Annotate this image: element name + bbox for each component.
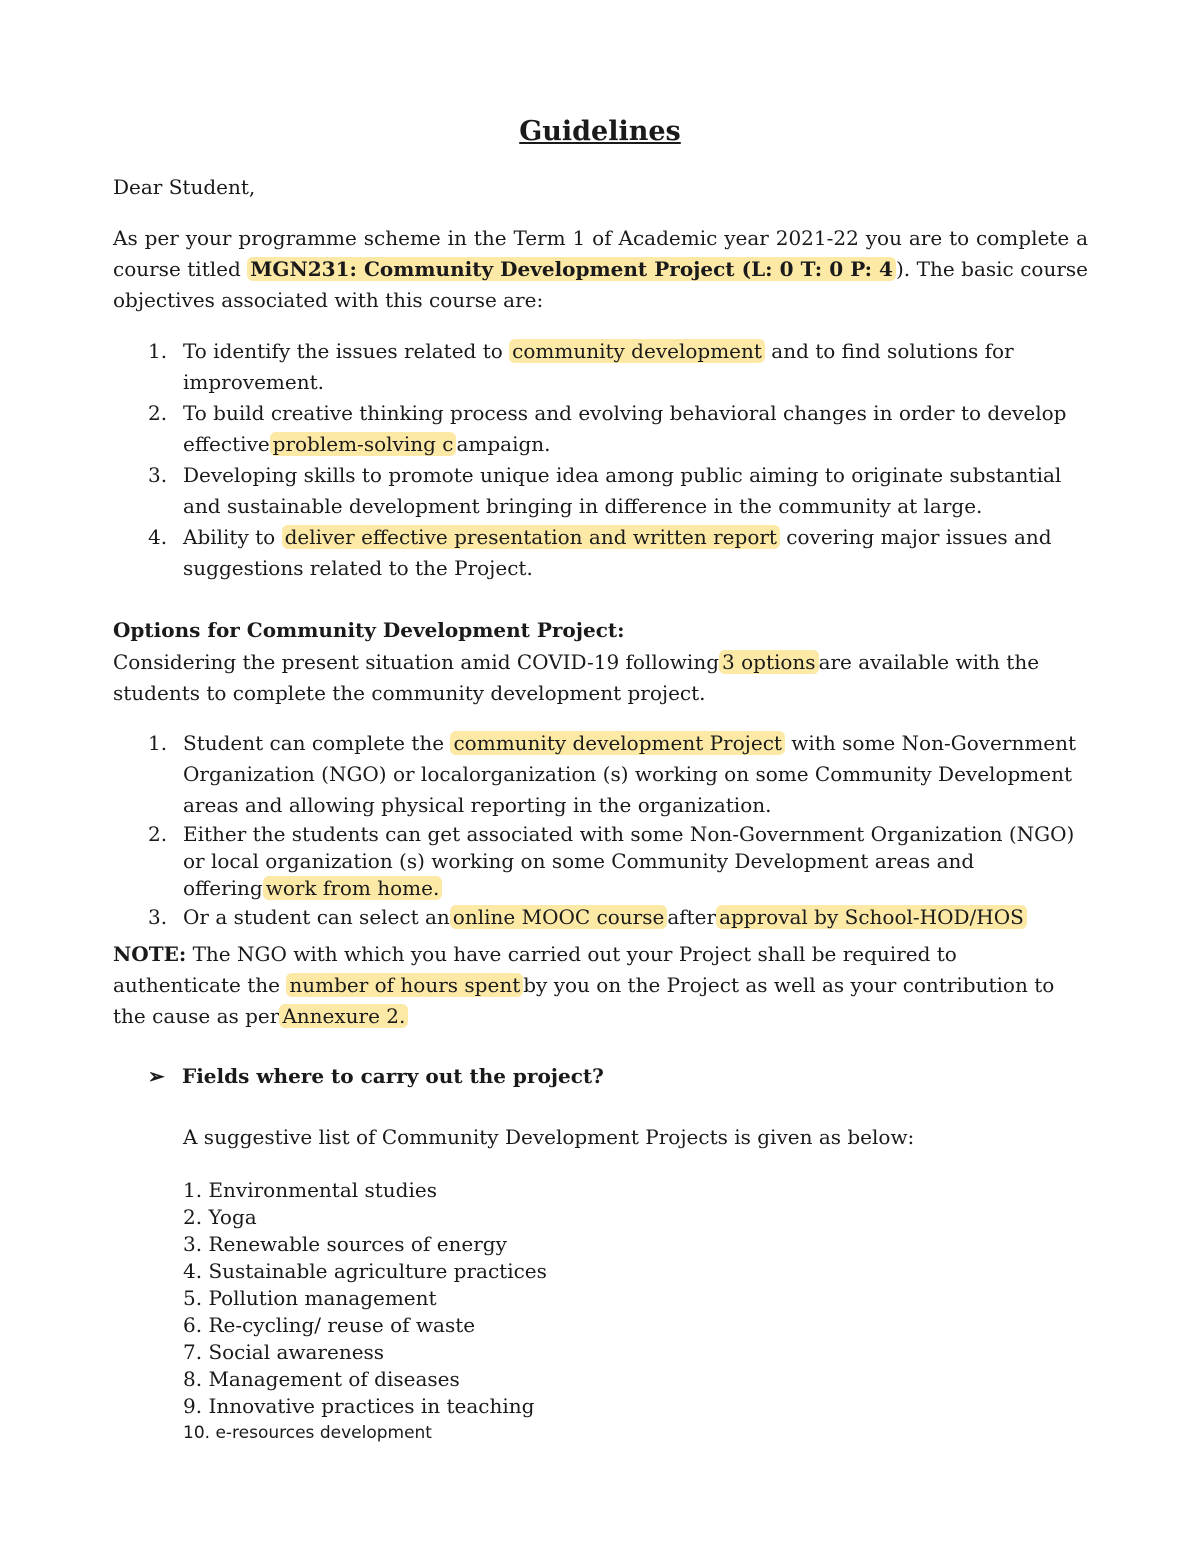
options-list: [113, 728, 1098, 933]
note-paragraph: NOTE: The NGO with which you have carried out your Project shall be required to authenticate the number of hours spent by you on the Project as well as your contribution to the cause as per Annexure 2.: [113, 942, 1055, 1028]
options-heading: Options for Community Development Project:: [113, 618, 625, 642]
list-item: 7. Social awareness: [183, 1340, 385, 1364]
arrow-bullet-icon: ➢: [148, 1064, 165, 1088]
highlight: number of hours spent: [286, 973, 523, 997]
fields-heading: ➢ Fields where to carry out the project?: [148, 1064, 604, 1088]
list-item: 10. e-resources development: [183, 1423, 432, 1443]
list-item: 2. Yoga: [183, 1205, 257, 1229]
highlight: work from home.: [263, 876, 443, 900]
list-item: 9. Innovative practices in teaching: [183, 1394, 535, 1418]
highlight: 3 options: [719, 650, 819, 674]
highlight: deliver effective presentation and written report: [282, 525, 780, 549]
page-title: Guidelines: [519, 116, 681, 147]
list-item: 2. Either the students can get associated with some Non-Government Organization (NGO) or local organization (s) working on some Community Development areas and offering work from home.: [148, 822, 1075, 900]
intro-close-paren: ): [895, 257, 904, 281]
options-intro: Considering the present situation amid COVID-19 following 3 options are available with the students to complete the community development project.: [113, 650, 1040, 705]
list-item: 6. Re-cycling/ reuse of waste: [183, 1313, 476, 1337]
intro-text-2: . The basic course objectives associated with this course are:: [113, 257, 1088, 312]
note-label: NOTE:: [113, 942, 187, 966]
fields-list: [183, 1177, 547, 1447]
list-item: 3. Developing skills to promote unique idea among public aiming to originate substantial and sustainable development bringing in difference in the community at large.: [148, 463, 1062, 518]
highlight: community development: [509, 339, 765, 363]
highlight: community development Project: [450, 731, 784, 755]
list-item: 2. To build creative thinking process and evolving behavioral changes in order to develop effective problem-solving c ampaign.: [148, 401, 1067, 456]
highlight: problem-solving c: [270, 432, 457, 456]
highlight: online MOOC course: [450, 905, 668, 929]
fields-intro: A suggestive list of Community Development Projects is given as below:: [183, 1125, 915, 1149]
highlight: approval by School-HOD/HOS: [716, 905, 1027, 929]
highlight: Annexure 2.: [279, 1004, 408, 1028]
list-item: 3. Or a student can select an online MOOC course after approval by School-HOD/HOS: [113, 902, 1098, 933]
intro-text-1: As per your programme scheme in the Term 1 of Academic year 2021-22 you are to complete a course titled: [113, 226, 1088, 281]
list-item: 5. Pollution management: [183, 1286, 437, 1310]
salutation: Dear Student,: [113, 175, 256, 199]
objectives-list: [113, 336, 1098, 584]
list-item: 1. To identify the issues related to community development and to find solutions for improvement.: [148, 339, 1014, 394]
list-item: 3. Renewable sources of energy: [183, 1232, 507, 1256]
list-item: 1. Student can complete the community development Project with some Non-Government Organization (NGO) or localorganization (s) working on some Community Development areas and allowing physical reporting in the organization.: [148, 731, 1077, 817]
course-title-highlight: MGN231: Community Development Project (L: 0 T: 0 P: 4: [247, 257, 896, 281]
list-item: 1. Environmental studies: [183, 1178, 437, 1202]
list-item: 4. Ability to deliver effective presentation and written report covering major issues and suggestions related to the Project.: [148, 525, 1052, 580]
intro-paragraph: [113, 223, 1088, 316]
list-item: 4. Sustainable agriculture practices: [183, 1259, 547, 1283]
list-item: 8. Management of diseases: [183, 1367, 460, 1391]
